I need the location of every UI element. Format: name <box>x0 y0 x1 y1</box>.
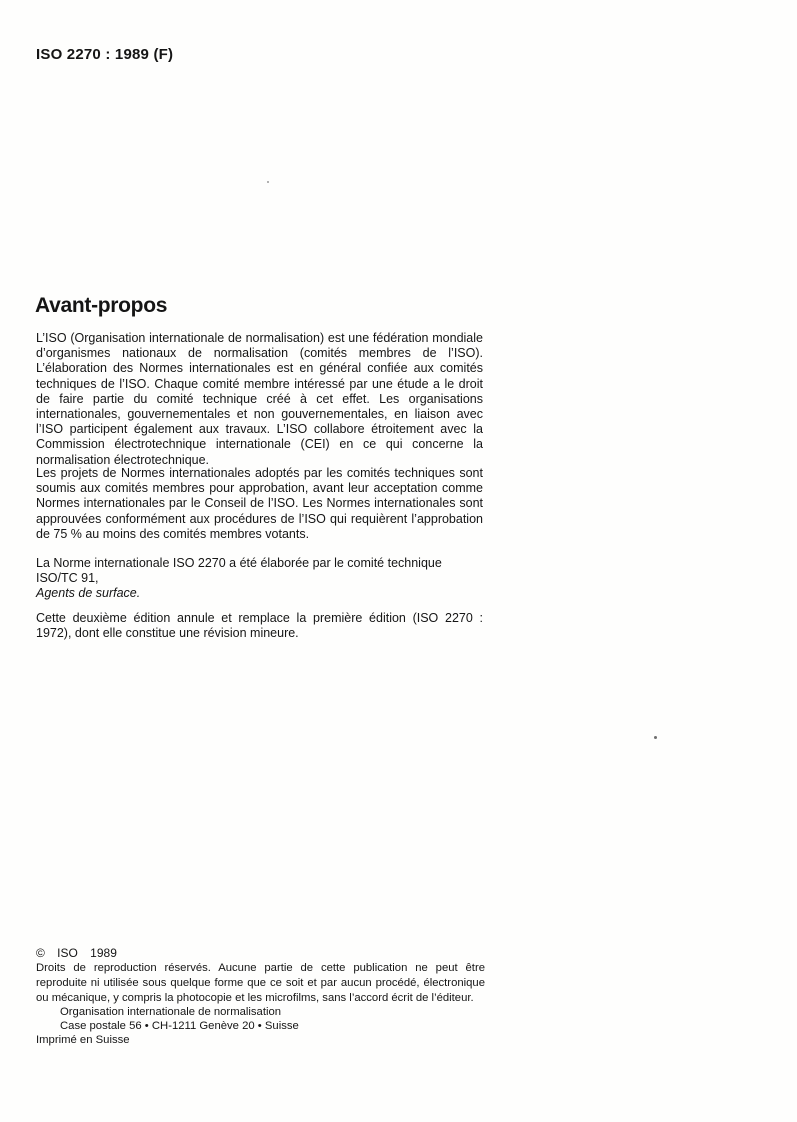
foreword-paragraph-4: Cette deuxième édition annule et remplace la première édition (ISO 2270 : 1972), dont elle constitue une révision mineure. <box>36 611 483 641</box>
foreword-paragraph-1: L’ISO (Organisation internationale de normalisation) est une fédération mondiale d’organismes nationaux de normalisation (comités membres de l’ISO). L’élaboration des Normes internationales est en général confiée aux comités techniques de l’ISO. Chaque comité membre intéressé par une étude a le droit de faire partie du comité technique créé à cet effet. Les organisations internationales, gouvernementales et non gouvernementales, en liaison avec l’ISO participent également aux travaux. L’ISO collabore étroitement avec la Commission électrotechnique internationale (CEI) en ce qui concerne la normalisation électrotechnique. <box>36 331 483 467</box>
publisher-name: Organisation internationale de normalisation <box>60 1006 282 1018</box>
publisher-address: Case postale 56 • CH-1211 Genève 20 • Suisse <box>60 1020 299 1032</box>
committee-name-italic: Agents de surface. <box>36 586 141 601</box>
document-reference: ISO 2270 : 1989 (F) <box>36 46 174 63</box>
scan-speck <box>267 181 269 183</box>
printed-in-notice: Imprimé en Suisse <box>36 1034 130 1046</box>
scan-speck <box>654 736 657 739</box>
foreword-paragraph-3 <box>36 556 483 602</box>
copyright-line: © ISO 1989 <box>36 946 117 960</box>
paragraph-text: La Norme internationale ISO 2270 a été élaborée par le comité technique ISO/TC 91, <box>36 556 442 586</box>
rights-notice: Droits de reproduction réservés. Aucune partie de cette publication ne peut être reproduite ni utilisée sous quelque forme que ce soit et par aucun procédé, électronique ou mécanique, y compris la photocopie et les microfilms, sans l’accord écrit de l’éditeur. <box>36 962 485 1004</box>
foreword-heading: Avant-propos <box>35 294 168 317</box>
foreword-paragraph-2: Les projets de Normes internationales adoptés par les comités techniques sont soumis aux comités membres pour approbation, avant leur acceptation comme Normes internationales par le Conseil de l’ISO. Les Normes internationales sont approuvées conformément aux procédures de l’ISO qui requièrent l’approbation de 75 % au moins des comités membres votants. <box>36 466 483 541</box>
